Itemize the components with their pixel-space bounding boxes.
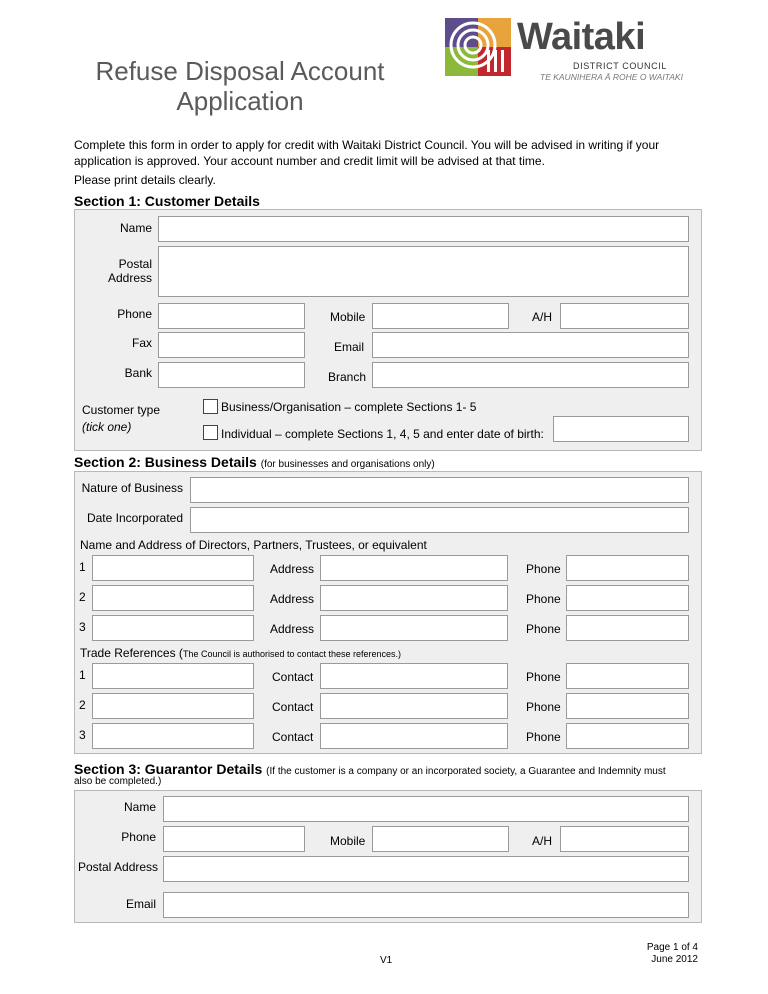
guarantor-mobile-label: Mobile — [330, 834, 366, 848]
director-phone-label: Phone — [526, 622, 561, 636]
trade-name-field[interactable] — [92, 693, 254, 719]
logo-maori: TE KAUNIHERA Ā ROHE O WAITAKI — [540, 72, 683, 82]
section3-title-note-2: also be completed.) — [74, 776, 162, 787]
trade-contact-label: Contact — [272, 670, 314, 684]
director-address-label: Address — [270, 592, 315, 606]
trade-phone-field[interactable] — [566, 663, 689, 689]
ah-label: A/H — [532, 310, 553, 324]
bank-label: Bank — [124, 366, 152, 380]
trade-num: 2 — [79, 698, 86, 712]
director-address-field[interactable] — [320, 555, 508, 581]
date-incorporated-field[interactable] — [190, 507, 689, 533]
waitaki-logo-icon — [445, 18, 511, 76]
trade-num: 3 — [79, 728, 86, 742]
nature-label: Nature of Business — [81, 481, 183, 495]
ah-field[interactable] — [560, 303, 689, 329]
fax-field[interactable] — [158, 332, 305, 358]
date-of-birth-field[interactable] — [553, 416, 689, 442]
guarantor-postal-label: Postal Address — [78, 860, 159, 874]
guarantor-email-label: Email — [125, 897, 156, 911]
logo-subtitle: DISTRICT COUNCIL — [573, 61, 667, 71]
individual-option-label: Individual – complete Sections 1, 4, 5 and enter date of birth: — [221, 427, 544, 441]
trade-heading-note: The Council is authorised to contact these references.) — [182, 649, 402, 659]
section2-title — [74, 454, 435, 470]
director-name-field[interactable] — [92, 585, 254, 611]
director-phone-field[interactable] — [566, 615, 689, 641]
director-name-field[interactable] — [92, 555, 254, 581]
director-phone-label: Phone — [526, 592, 561, 606]
section2-title-text: Section 2: Business Details — [74, 454, 257, 470]
council-logo — [437, 8, 692, 94]
trade-phone-field[interactable] — [566, 693, 689, 719]
director-name-field[interactable] — [92, 615, 254, 641]
section2-title-note: (for businesses and organisations only) — [260, 459, 435, 470]
intro-text: Complete this form in order to apply for credit with Waitaki District Council. You will be advised in writing if your application is approved. Your account number and credit limit will be advised at that time. — [74, 138, 660, 168]
fax-label: Fax — [131, 336, 152, 350]
trade-phone-label: Phone — [526, 700, 561, 714]
version-label: V1 — [380, 955, 393, 966]
trade-contact-field[interactable] — [320, 693, 508, 719]
trade-heading — [80, 646, 401, 660]
postal-address-field[interactable] — [158, 246, 689, 297]
trade-num: 1 — [79, 668, 86, 682]
director-num: 2 — [79, 590, 86, 604]
logo-brand: Waitaki — [517, 16, 646, 58]
director-address-field[interactable] — [320, 585, 508, 611]
guarantor-ah-label: A/H — [532, 834, 553, 848]
customer-name-field[interactable] — [158, 216, 689, 242]
guarantor-phone-field[interactable] — [163, 826, 305, 852]
title-line-1: Refuse Disposal Account — [95, 56, 385, 86]
director-phone-field[interactable] — [566, 555, 689, 581]
trade-name-field[interactable] — [92, 663, 254, 689]
section3-title — [74, 761, 700, 777]
trade-phone-field[interactable] — [566, 723, 689, 749]
mobile-field[interactable] — [372, 303, 509, 329]
directors-heading: Name and Address of Directors, Partners, Trustees, or equivalent — [80, 538, 427, 552]
director-num: 1 — [79, 560, 86, 574]
trade-contact-field[interactable] — [320, 723, 508, 749]
customer-type-label: Customer type — [82, 403, 161, 417]
director-address-label: Address — [270, 622, 315, 636]
trade-contact-field[interactable] — [320, 663, 508, 689]
business-option-label: Business/Organisation – complete Sections 1- 5 — [221, 400, 477, 414]
branch-field[interactable] — [372, 362, 689, 388]
postal-label-2: Address — [107, 271, 152, 285]
branch-label: Branch — [328, 370, 367, 384]
nature-of-business-field[interactable] — [190, 477, 689, 503]
director-address-field[interactable] — [320, 615, 508, 641]
page-number: Page 1 of 4 — [646, 942, 698, 953]
title-line-2: Application — [176, 86, 304, 116]
individual-checkbox[interactable] — [203, 425, 218, 440]
director-num: 3 — [79, 620, 86, 634]
trade-contact-label: Contact — [272, 730, 314, 744]
footer-date: June 2012 — [651, 954, 698, 965]
guarantor-phone-label: Phone — [121, 830, 156, 844]
guarantor-email-field[interactable] — [163, 892, 689, 918]
page-title — [60, 56, 420, 116]
bank-field[interactable] — [158, 362, 305, 388]
trade-phone-label: Phone — [526, 670, 561, 684]
director-phone-label: Phone — [526, 562, 561, 576]
business-checkbox[interactable] — [203, 399, 218, 414]
trade-phone-label: Phone — [526, 730, 561, 744]
email-field[interactable] — [372, 332, 689, 358]
trade-name-field[interactable] — [92, 723, 254, 749]
phone-field[interactable] — [158, 303, 305, 329]
guarantor-name-field[interactable] — [163, 796, 689, 822]
name-label: Name — [119, 221, 152, 235]
section3-title-note: (If the customer is a company or an incorporated society, a Guarantee and Indemnity must — [266, 766, 666, 777]
tick-one-label: (tick one) — [82, 420, 132, 434]
guarantor-name-label: Name — [123, 800, 156, 814]
guarantor-postal-field[interactable] — [163, 856, 689, 882]
guarantor-mobile-field[interactable] — [372, 826, 509, 852]
director-address-label: Address — [270, 562, 315, 576]
director-phone-field[interactable] — [566, 585, 689, 611]
email-label: Email — [334, 340, 365, 354]
phone-label: Phone — [117, 307, 152, 321]
date-incorporated-label: Date Incorporated — [86, 511, 183, 525]
section1-title: Section 1: Customer Details — [74, 193, 260, 209]
section3-title-text: Section 3: Guarantor Details — [74, 761, 263, 777]
trade-heading-text: Trade References ( — [80, 646, 183, 660]
mobile-label: Mobile — [330, 310, 366, 324]
guarantor-ah-field[interactable] — [560, 826, 689, 852]
trade-contact-label: Contact — [272, 700, 314, 714]
print-note: Please print details clearly. — [74, 173, 216, 187]
postal-label-1: Postal — [118, 257, 152, 271]
